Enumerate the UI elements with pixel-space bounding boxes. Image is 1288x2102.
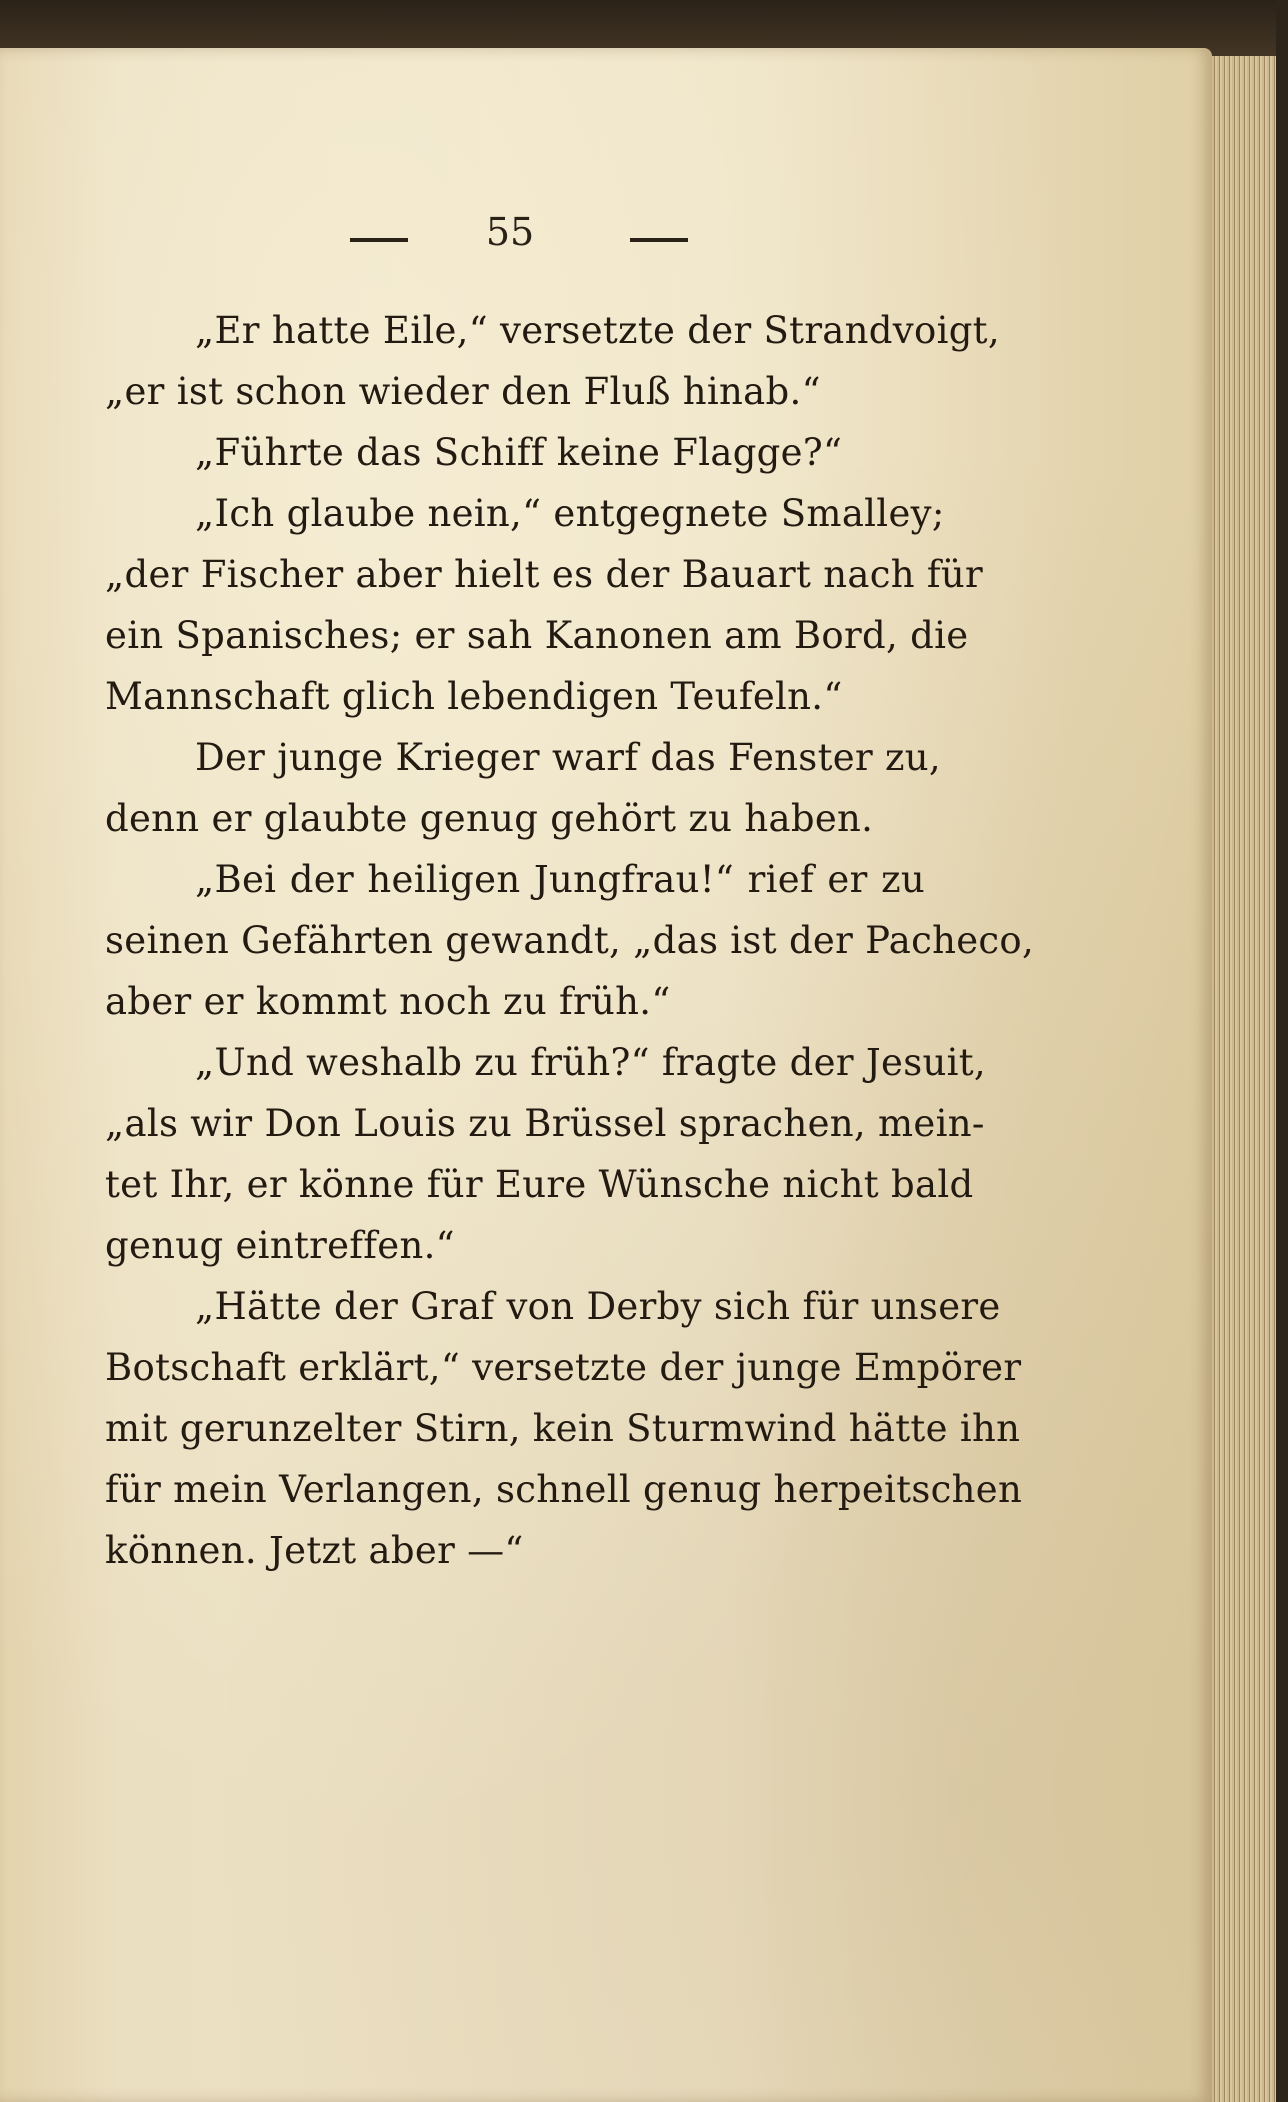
header-dash-right [630, 238, 688, 242]
text-line: Botschaft erklärt,“ versetzte der junge Empörer [105, 1346, 1022, 1389]
text-line: seinen Gefährten gewandt, „das ist der Pacheco, [105, 919, 1035, 962]
text-line: „Bei der heiligen Jungfrau!“ rief er zu [195, 858, 925, 901]
body-text [105, 300, 1035, 1581]
text-line: „Führte das Schiff keine Flagge?“ [195, 431, 843, 474]
book-binding [1276, 0, 1288, 2102]
text-line: „er ist schon wieder den Fluß hinab.“ [105, 370, 821, 413]
page-header [340, 210, 680, 260]
text-line: „Und weshalb zu früh?“ fragte der Jesuit, [195, 1041, 986, 1084]
text-line: „der Fischer aber hielt es der Bauart nach für [105, 553, 984, 596]
text-line: tet Ihr, er könne für Eure Wünsche nicht bald [105, 1163, 974, 1206]
page-number: 55 [485, 210, 535, 254]
text-line: genug eintreffen.“ [105, 1224, 455, 1267]
text-line: „Ich glaube nein,“ entgegnete Smalley; [195, 492, 945, 535]
text-line: „Er hatte Eile,“ versetzte der Strandvoigt, [195, 309, 1000, 352]
text-line: können. Jetzt aber —“ [105, 1529, 524, 1572]
page-edges [1212, 56, 1276, 2102]
text-line: Mannschaft glich lebendigen Teufeln.“ [105, 675, 843, 718]
text-line: für mein Verlangen, schnell genug herpeitschen [105, 1468, 1023, 1511]
text-line: denn er glaubte genug gehört zu haben. [105, 797, 874, 840]
text-line: „Hätte der Graf von Derby sich für unsere [195, 1285, 1001, 1328]
text-line: Der junge Krieger warf das Fenster zu, [195, 736, 941, 779]
text-line: „als wir Don Louis zu Brüssel sprachen, mein- [105, 1102, 985, 1145]
text-line: ein Spanisches; er sah Kanonen am Bord, die [105, 614, 969, 657]
text-line: aber er kommt noch zu früh.“ [105, 980, 671, 1023]
text-line: mit gerunzelter Stirn, kein Sturmwind hätte ihn [105, 1407, 1021, 1450]
